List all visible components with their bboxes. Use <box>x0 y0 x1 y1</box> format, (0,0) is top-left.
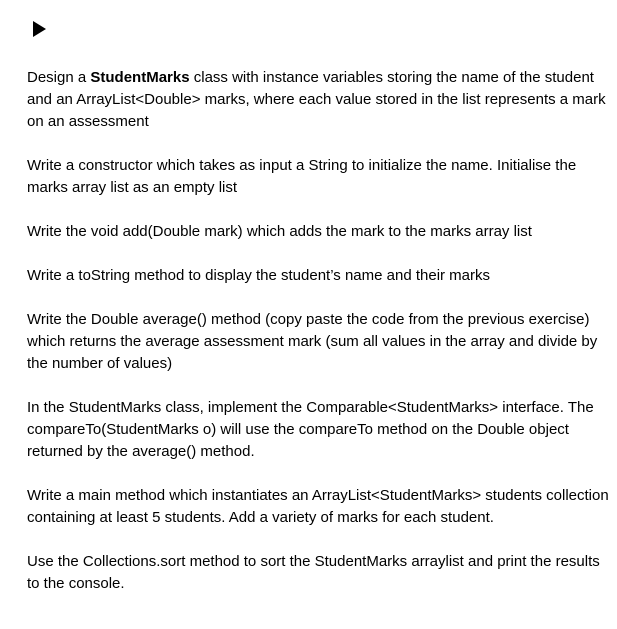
paragraph-average: Write the Double average() method (copy paste the code from the previous exercise) which returns the average assessment mark (sum all values in the array and divide by the number of values) <box>27 311 598 372</box>
paragraph-add-method: Write the void add(Double mark) which adds the mark to the marks array list <box>27 223 532 240</box>
paragraph-constructor: Write a constructor which takes as input a String to initialize the name. Initialise the marks array list as an empty list <box>27 157 577 196</box>
paragraph-sort: Use the Collections.sort method to sort the StudentMarks arraylist and print the results to the console. <box>27 553 600 592</box>
paragraph-tostring: Write a toString method to display the student’s name and their marks <box>27 267 491 284</box>
paragraph-comparable: In the StudentMarks class, implement the Comparable<StudentMarks> interface. The compareTo(StudentMarks o) will use the compareTo method on the Double object returned by the average() method. <box>27 399 594 460</box>
paragraph-text: class with instance variables storing the name of the student and an ArrayList<Double> marks, where each value stored in the list represents a mark on an assessment <box>27 69 606 130</box>
class-name-bold: StudentMarks <box>90 69 190 86</box>
play-triangle-icon[interactable] <box>33 21 46 37</box>
assignment-instructions <box>27 67 611 617</box>
paragraph-text: Design a <box>27 69 91 86</box>
paragraph-main-method: Write a main method which instantiates an ArrayList<StudentMarks> students collection containing at least 5 students. Add a variety of marks for each student. <box>27 487 609 526</box>
paragraph-design-class <box>27 67 611 133</box>
